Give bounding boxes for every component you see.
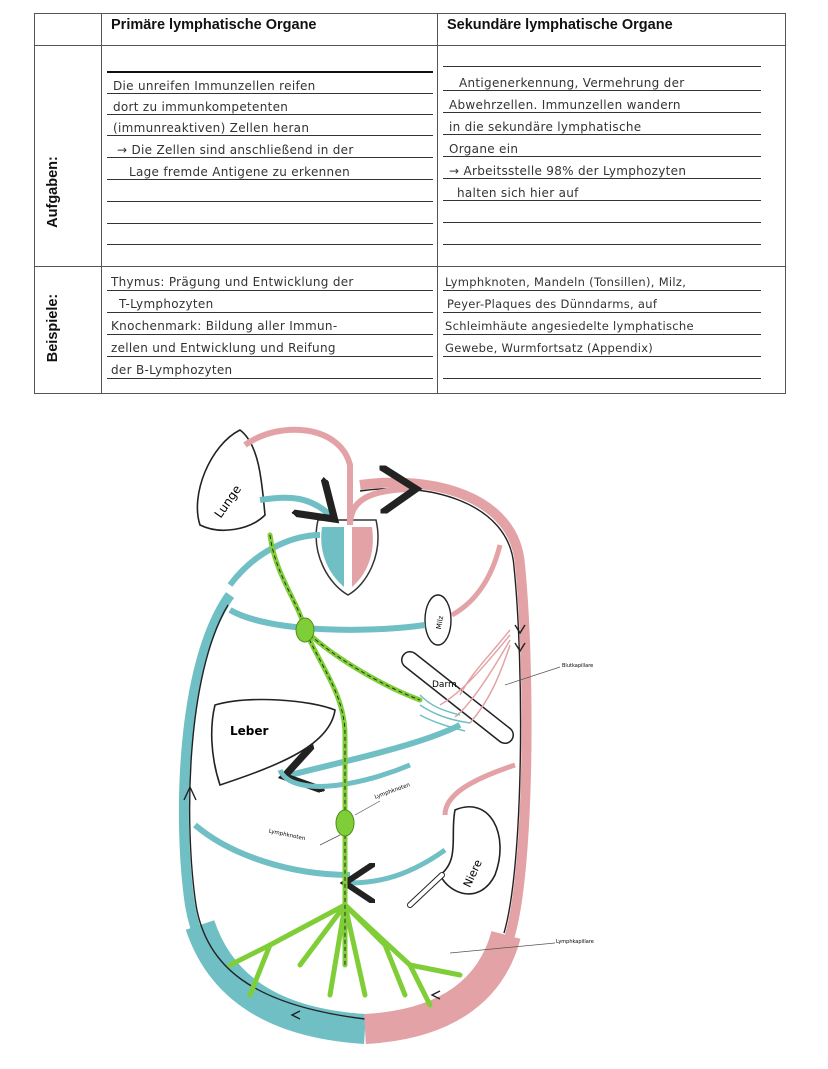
row-divider	[35, 45, 785, 46]
handwriting-line: Die unreifen Immunzellen reifen	[113, 79, 316, 93]
answer-lines-beispiele-sekundaer	[443, 272, 761, 388]
handwriting-line: in die sekundäre lymphatische	[449, 120, 642, 134]
lymph-node	[296, 618, 314, 642]
row-label-aufgaben: Aufgaben:	[45, 156, 61, 228]
handwriting-line: Lage fremde Antigene zu erkennen	[129, 165, 351, 179]
handwriting-line: Peyer-Plaques des Dünndarms, auf	[447, 297, 658, 311]
row-divider	[35, 266, 785, 267]
column-divider	[101, 14, 102, 393]
svg-text:Lymphknoten: Lymphknoten	[373, 782, 411, 801]
handwriting-line: T-Lymphozyten	[119, 297, 214, 311]
svg-text:Lymphknoten: Lymphknoten	[268, 828, 306, 843]
handwriting-line: der B-Lymphozyten	[111, 363, 233, 377]
header-primary: Primäre lymphatische Organe	[111, 17, 317, 33]
answer-lines-aufgaben-primaer	[107, 68, 433, 258]
handwriting-line: → Arbeitsstelle 98% der Lymphozyten	[449, 164, 687, 178]
handwriting-line: Gewebe, Wurmfortsatz (Appendix)	[445, 341, 654, 355]
handwriting-line: Antigenerkennung, Vermehrung der	[459, 76, 685, 90]
label-darm: Darm	[432, 680, 457, 690]
answer-lines-beispiele-primaer	[107, 272, 433, 388]
svg-text:Lymphkapillare: Lymphkapillare	[556, 939, 594, 945]
handwriting-line: Abwehrzellen. Immunzellen wandern	[449, 98, 681, 112]
header-secondary: Sekundäre lymphatische Organe	[447, 17, 673, 33]
handwriting-line: → Die Zellen sind anschließend in der	[117, 143, 354, 157]
handwriting-line: Schleimhäute angesiedelte lymphatische	[445, 319, 694, 333]
handwriting-line: (immunreaktiven) Zellen heran	[113, 121, 310, 135]
handwriting-line: Thymus: Prägung und Entwicklung der	[111, 275, 354, 289]
answer-lines-aufgaben-sekundaer	[443, 60, 761, 260]
worksheet-table	[34, 13, 786, 394]
column-divider	[437, 14, 438, 393]
splenic-artery	[452, 545, 500, 615]
kidney	[410, 807, 500, 905]
annotation-lymphknoten-1	[355, 782, 411, 815]
label-niere: Niere	[460, 857, 485, 890]
lymph-node	[336, 810, 354, 836]
outer-vein-loop	[184, 595, 365, 1029]
handwriting-line: dort zu immunkompetenten	[113, 100, 289, 114]
label-leber: Leber	[230, 724, 269, 738]
handwriting-line: Organe ein	[449, 142, 519, 156]
svg-text:Blutkapillare: Blutkapillare	[562, 663, 594, 669]
splenic-vein	[230, 610, 425, 630]
heart	[316, 520, 378, 595]
annotation-lymphkapillare	[450, 939, 594, 953]
spleen	[425, 595, 451, 645]
renal-artery	[445, 765, 515, 815]
lung	[197, 430, 265, 530]
annotation-blutkapillare	[505, 663, 593, 685]
lymphatic-system-diagram	[170, 405, 594, 1045]
label-milz: Milz	[434, 615, 446, 630]
row-label-beispiele: Beispiele:	[45, 293, 61, 363]
annotation-lymphknoten-2	[268, 829, 340, 845]
renal-vein	[350, 850, 445, 883]
handwriting-line: zellen und Entwicklung und Reifung	[111, 341, 336, 355]
handwriting-line: Lymphknoten, Mandeln (Tonsillen), Milz,	[445, 275, 687, 289]
pulmonary-vein	[260, 498, 330, 515]
liver	[212, 700, 335, 785]
handwriting-line: halten sich hier auf	[457, 186, 579, 200]
label-lunge: Lunge	[211, 482, 245, 521]
handwriting-line: Knochenmark: Bildung aller Immun-	[111, 319, 338, 333]
